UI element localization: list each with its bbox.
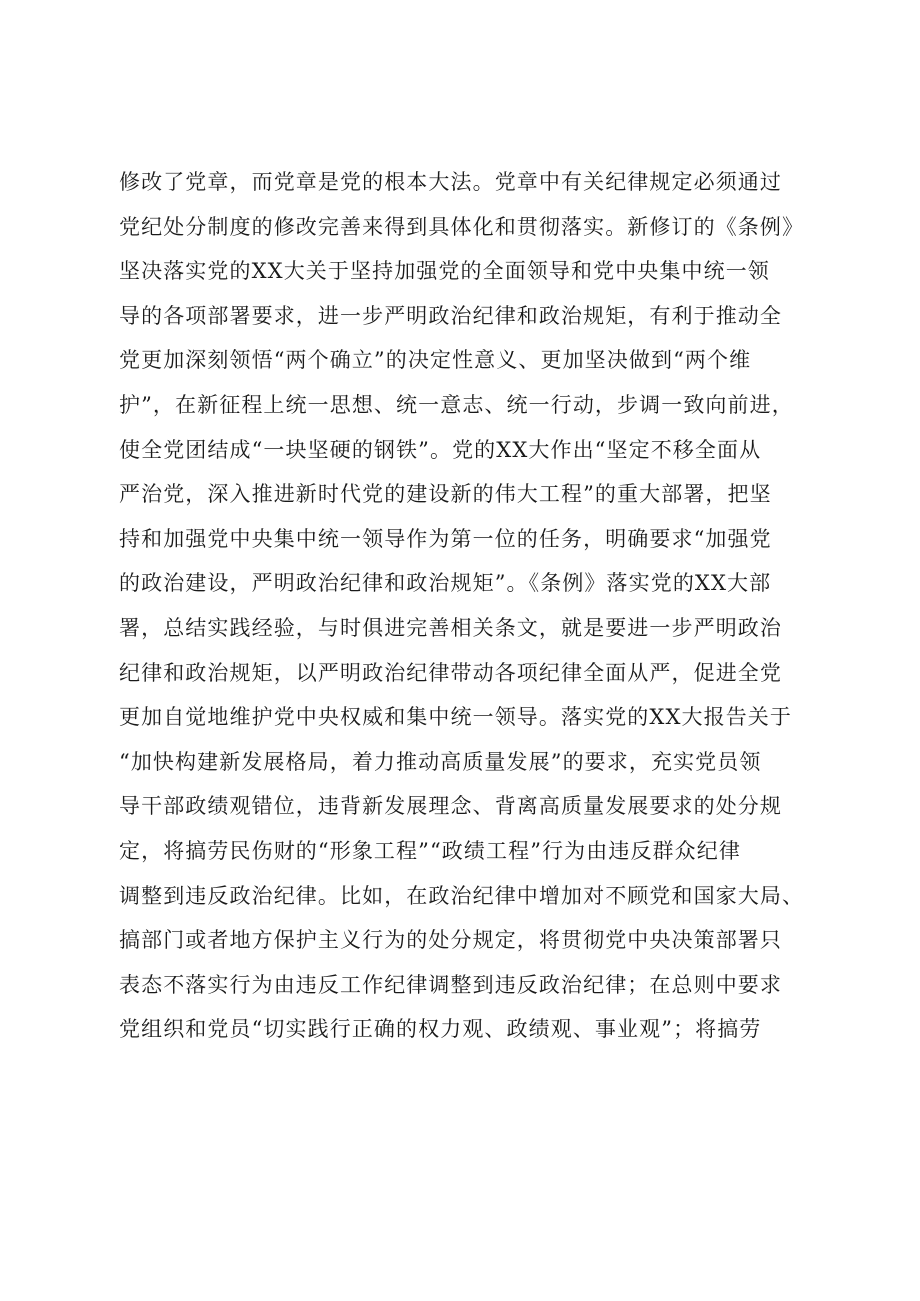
text-line: 更加自觉地维护党中央权威和集中统一领导。落实党的XX大报告关于 — [119, 705, 792, 730]
text-line: 定，将搞劳民伤财的“形象工程”“政绩工程”行为由违反群众纪律 — [119, 838, 741, 863]
text-line: 持和加强党中央集中统一领导作为第一位的任务，明确要求“加强党 — [119, 526, 772, 551]
text-line: 党更加深刻领悟“两个确立”的决定性意义、更加坚决做到“两个维 — [119, 348, 752, 373]
text-line: 纪律和政治规矩，以严明政治纪律带动各项纪律全面从严，促进全党 — [119, 660, 782, 685]
text-line: 严治党，深入推进新时代党的建设新的伟大工程”的重大部署，把坚 — [119, 482, 772, 507]
text-line: 党组织和党员“切实践行正确的权力观、政绩观、事业观”；将搞劳 — [119, 1017, 762, 1042]
text-line: 导的各项部署要求，进一步严明政治纪律和政治规矩，有利于推动全 — [119, 303, 782, 328]
text-line: 搞部门或者地方保护主义行为的处分规定，将贯彻党中央决策部署只 — [119, 928, 782, 953]
text-line: 表态不落实行为由违反工作纪律调整到违反政治纪律；在总则中要求 — [119, 972, 782, 997]
text-line: 护”，在新征程上统一思想、统一意志、统一行动，步调一致向前进， — [119, 392, 794, 417]
text-line: “加快构建新发展格局，着力推动高质量发展”的要求，充实党员领 — [119, 749, 762, 774]
text-line: 党纪处分制度的修改完善来得到具体化和贯彻落实。新修订的《条例》 — [119, 214, 805, 239]
body-text — [119, 160, 839, 1052]
text-line: 调整到违反政治纪律。比如，在政治纪律中增加对不顾党和国家大局、 — [119, 883, 805, 908]
text-line: 使全党团结成“一块坚硬的钢铁”。党的XX大作出“坚定不移全面从 — [119, 437, 762, 462]
text-line: 修改了党章，而党章是党的根本大法。党章中有关纪律规定必须通过 — [119, 170, 782, 194]
text-line: 坚决落实党的XX大关于坚持加强党的全面领导和党中央集中统一领 — [119, 259, 770, 284]
text-line: 署，总结实践经验，与时俱进完善相关条文，就是要进一步严明政治 — [119, 615, 782, 640]
text-line: 导干部政绩观错位，违背新发展理念、背离高质量发展要求的处分规 — [119, 794, 782, 819]
text-line: 的政治建设，严明政治纪律和政治规矩”。《条例》落实党的XX大部 — [119, 571, 772, 596]
